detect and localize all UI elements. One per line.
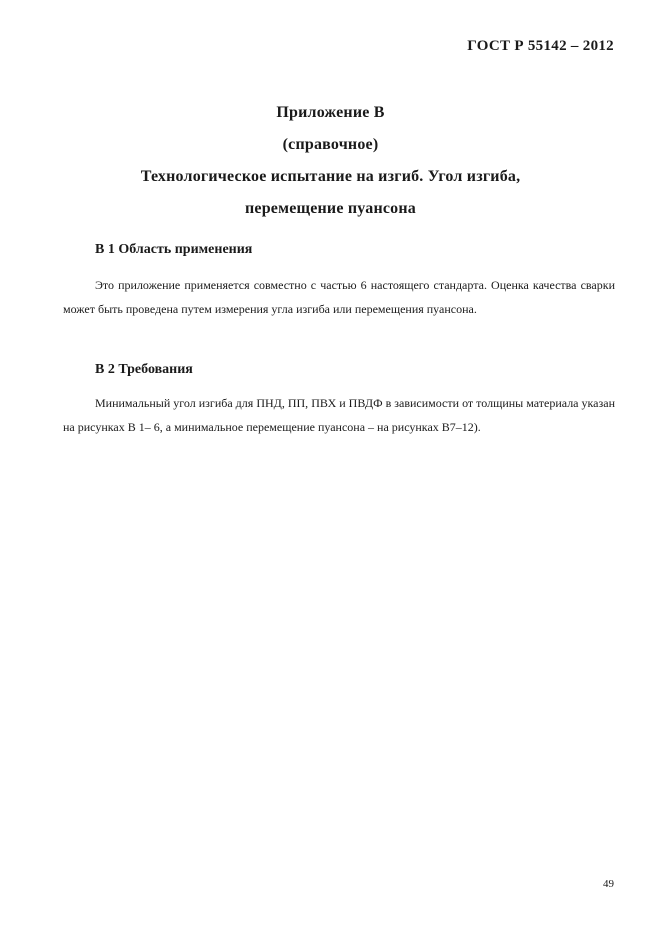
- document-code-header: ГОСТ Р 55142 – 2012: [467, 38, 614, 54]
- appendix-subject-line-2: перемещение пуансона: [244, 200, 416, 217]
- section-heading-scope: В 1 Область применения: [95, 242, 253, 257]
- appendix-title-block: [0, 97, 661, 225]
- section-text-requirements: Минимальный угол изгиба для ПНД, ПП, ПВХ и ПВДФ в зависимости от толщины материала указан на рисунках В 1– 6, а минимальное перемещение пуансона – на рисунках В7–12).: [63, 396, 615, 434]
- appendix-subject-line-1: Технологическое испытание на изгиб. Угол изгиба,: [140, 168, 521, 185]
- appendix-status: (справочное): [282, 136, 379, 153]
- section-text-scope: Это приложение применяется совместно с частью 6 настоящего стандарта. Оценка качества сварки может быть проведена путем измерения угла изгиба или перемещения пуансона.: [63, 278, 615, 316]
- page-number: 49: [603, 878, 614, 890]
- section-heading-requirements: В 2 Требования: [95, 362, 193, 377]
- appendix-title: Приложение В: [276, 104, 385, 121]
